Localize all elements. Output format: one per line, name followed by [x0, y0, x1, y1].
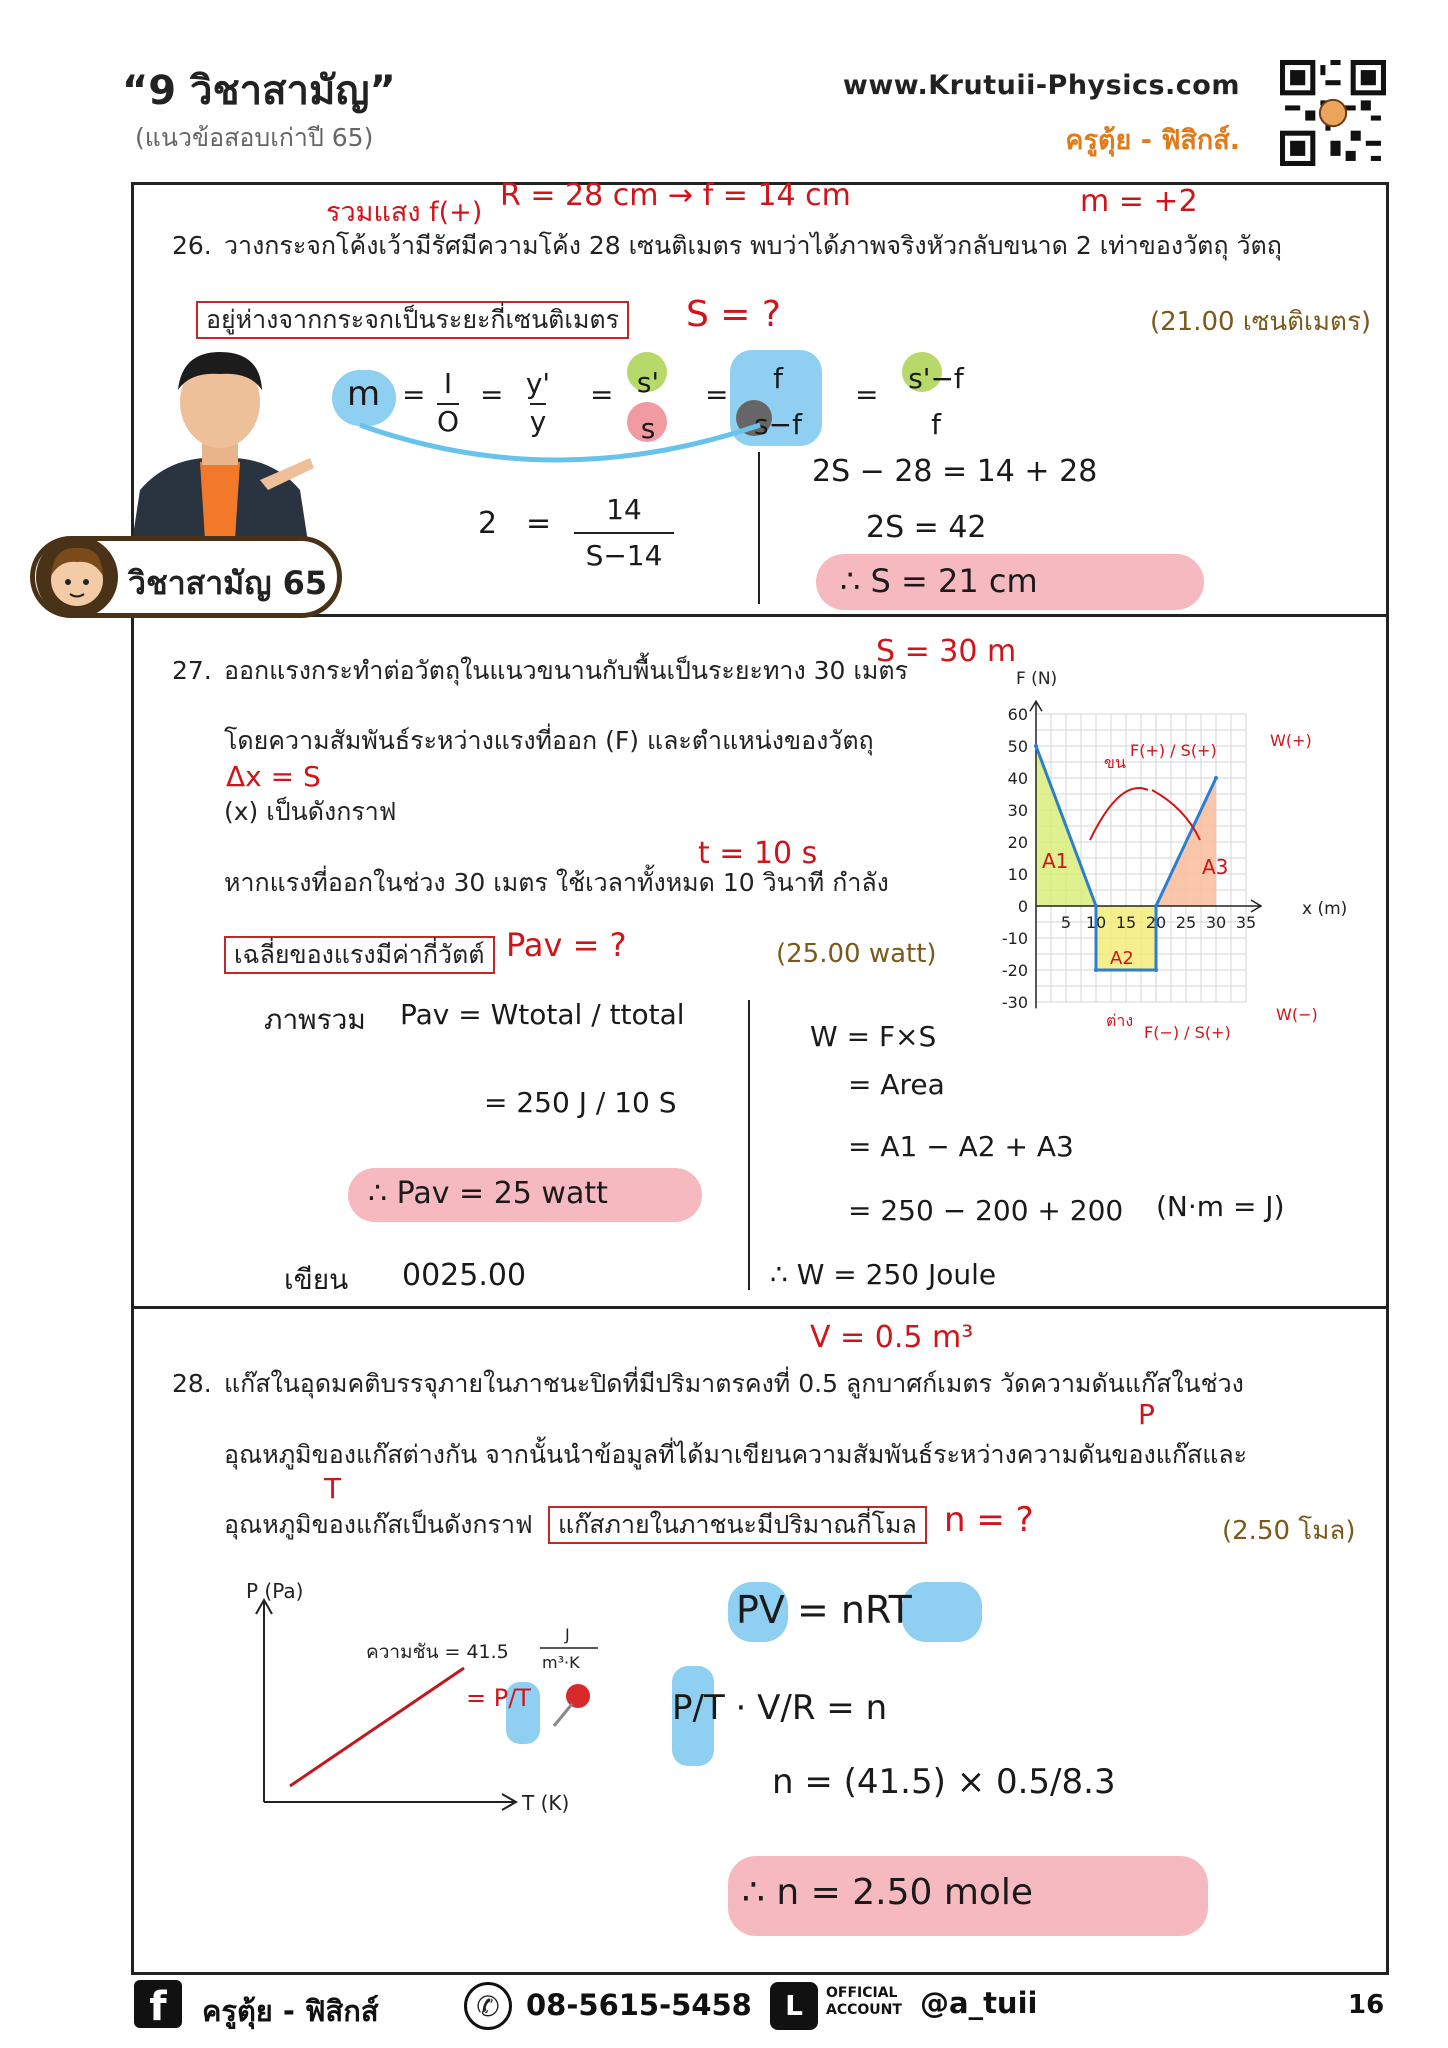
annotation-magnification: m = +2 — [1080, 184, 1198, 219]
eq1-denominator: S−14 — [574, 532, 674, 578]
y-tick-label: 30 — [1007, 801, 1028, 820]
formula-eq: = — [526, 506, 552, 541]
y-tick-label: 60 — [1007, 705, 1028, 724]
slope-label: ความชัน = 41.5 — [366, 1641, 509, 1663]
x-tick-label: 15 — [1115, 913, 1137, 932]
y-tick-label: 40 — [1007, 769, 1028, 788]
q28-answer: (2.50 โมล) — [1222, 1516, 1356, 1546]
separator-line — [758, 452, 760, 604]
x-tick-label: 35 — [1235, 913, 1257, 932]
section-divider — [131, 614, 1389, 617]
slope-unit-den: m³·K — [542, 1653, 580, 1672]
annotation-t: T — [324, 1472, 342, 1505]
presenter-figure — [110, 340, 330, 555]
annotation-force-neg: F(−) / S(+) — [1144, 1023, 1231, 1042]
area-label-a1: A1 — [1042, 849, 1069, 873]
phone-icon[interactable]: ✆ — [464, 1982, 512, 2030]
x-tick-label: 5 — [1060, 913, 1072, 932]
website-link[interactable]: www.Krutuii-Physics.com — [842, 70, 1240, 101]
y-tick-label: -10 — [1001, 929, 1028, 948]
q28-line3a: อุณหภูมิของแก๊สเป็นดังกราฟ — [224, 1510, 533, 1539]
formula-eq: = — [855, 378, 879, 411]
data-point — [1094, 904, 1098, 908]
x-tick-label: 30 — [1205, 913, 1227, 932]
pushpin-icon — [548, 1680, 594, 1730]
pt-line — [290, 1668, 464, 1786]
formula-i-over-o: I O — [436, 367, 460, 438]
x-tick-label: 10 — [1085, 913, 1107, 932]
annotation-down: ต่าง — [1106, 1011, 1134, 1030]
line-icon[interactable]: L — [770, 1982, 818, 2030]
line-label — [826, 1985, 902, 2019]
q26-line1: วางกระจกโค้งเว้ามีรัศมีความโค้ง 28 เซนติเมตร พบว่าได้ภาพจริงหัวกลับขนาด 2 เท่าของวัตถุ วัตถุ — [224, 231, 1282, 260]
annotation-v: V = 0.5 m³ — [810, 1320, 974, 1355]
formula-eq: = — [480, 378, 504, 411]
slope-unit-num: J — [565, 1625, 570, 1644]
annotation-force-pos: F(+) / S(+) — [1130, 741, 1217, 760]
annotation-work-pos: W(+) — [1270, 731, 1312, 750]
q27-line4: หากแรงที่ออกในช่วง 30 เมตร ใช้เวลาทั้งหมด 10 วินาที กำลัง — [224, 868, 889, 897]
q27-write-value: 0025.00 — [402, 1258, 527, 1293]
brand-name: ครูตุ้ย - ฟิสิกส์. — [1065, 125, 1240, 156]
q27-line5: เฉลี่ยของแรงมีค่ากี่วัตต์ — [224, 936, 495, 974]
q28-number: 28. — [172, 1369, 212, 1398]
x-tick-label: 20 — [1145, 913, 1167, 932]
qr-code-icon — [1280, 60, 1386, 166]
formula-s-ratio: s' s — [636, 366, 660, 445]
q27-summary-label: ภาพรวม — [264, 1003, 366, 1036]
annotation-s-question: S = ? — [686, 294, 782, 335]
eq1-numerator: 14 — [606, 493, 642, 526]
q27-answer: (25.00 watt) — [776, 939, 937, 969]
y-tick-label: -20 — [1001, 961, 1028, 980]
chart-x-label: x (m) — [1302, 899, 1348, 919]
annotation-pav-q: Pav = ? — [506, 926, 627, 964]
q27-line2: โดยความสัมพันธ์ระหว่างแรงที่ออก (F) และตำแหน่งของวัตถุ — [224, 726, 874, 755]
annotation-converging: รวมแสง f(+) — [326, 197, 483, 228]
chart-y-label: P (Pa) — [246, 1580, 304, 1603]
q26-number: 26. — [172, 231, 212, 260]
data-point — [1214, 776, 1218, 780]
annotation-dx: Δx = S — [226, 760, 321, 793]
y-tick-label: 10 — [1007, 865, 1028, 884]
q27-pav-result: ∴ Pav = 25 watt — [368, 1176, 608, 1211]
footer-line-id[interactable]: @a_tuii — [920, 1986, 1038, 2020]
footer-phone[interactable]: 08-5615-5458 — [526, 1988, 752, 2022]
q27-w2: = Area — [848, 1068, 945, 1101]
data-point — [1154, 904, 1158, 908]
q27-w1: W = F×S — [810, 1020, 937, 1053]
q27-w5: ∴ W = 250 Joule — [770, 1258, 997, 1291]
line-official-text: OFFICIAL — [826, 1985, 898, 2001]
annotation-n-question: n = ? — [944, 1500, 1034, 1540]
q27-w4: = 250 − 200 + 200 — [848, 1194, 1124, 1227]
q26-step2: 2S = 42 — [866, 510, 987, 545]
q27-pav-sub: = 250 J / 10 S — [484, 1086, 677, 1119]
page-number: 16 — [1348, 1990, 1385, 2020]
annotation-s: S = 30 m — [876, 634, 1017, 669]
annotation-work-neg: W(−) — [1276, 1005, 1318, 1024]
data-point — [1094, 968, 1098, 972]
q27-pav-formula: Pav = Wtotal / ttotal — [400, 998, 685, 1031]
data-point — [1154, 968, 1158, 972]
q27-number: 27. — [172, 656, 212, 685]
annotation-up: ขน — [1104, 753, 1126, 772]
q27-write-label: เขียน — [284, 1263, 349, 1296]
y-tick-label: 0 — [1017, 897, 1028, 916]
arc-annotation — [1090, 788, 1148, 840]
formula-sf-ratio: s'−f f — [908, 362, 964, 441]
formula-f-ratio: f s−f — [754, 362, 802, 441]
eq1-fraction — [574, 488, 674, 578]
eq1-left: 2 — [478, 506, 498, 541]
q28-eq2: P/T · V/R = n — [672, 1688, 888, 1728]
y-tick-label: 50 — [1007, 737, 1028, 756]
formula-eq: = — [402, 378, 426, 411]
formula-eq: = — [705, 378, 729, 411]
annotation-p: P — [1138, 1398, 1155, 1431]
q27-w3: = A1 − A2 + A3 — [848, 1130, 1074, 1163]
formula-y-ratio: y' y — [525, 367, 551, 438]
q28-line1: แก๊สในอุดมคติบรรจุภายในภาชนะปิดที่มีปริมาตรคงที่ 0.5 ลูกบาศก์เมตร วัดความดันแก๊สในช่วง — [224, 1369, 1244, 1398]
q26-answer: (21.00 เซนติเมตร) — [1150, 307, 1372, 337]
badge-label: วิชาสามัญ 65 — [128, 564, 328, 602]
q28-line2: อุณหภูมิของแก๊สต่างกัน จากนั้นนำข้อมูลที่ได้มาเขียนความสัมพันธ์ระหว่างความดันของแก๊สและ — [224, 1440, 1248, 1469]
q28-eq1: PV = nRT — [736, 1588, 912, 1632]
q28-line3b: แก๊สภายในภาชนะมีปริมาณกี่โมล — [548, 1506, 927, 1544]
data-point — [1034, 744, 1038, 748]
q26-step1: 2S − 28 = 14 + 28 — [812, 454, 1098, 489]
chart-y-label: F (N) — [1016, 669, 1058, 689]
link-arc — [355, 420, 765, 480]
area-label-a3: A3 — [1202, 855, 1229, 879]
area-label-a2: A2 — [1110, 948, 1134, 969]
section-divider — [131, 1306, 1389, 1309]
y-tick-label: 20 — [1007, 833, 1028, 852]
q27-line3: (x) เป็นดังกราฟ — [224, 797, 397, 826]
avatar-icon — [36, 536, 118, 618]
q26-result: ∴ S = 21 cm — [840, 562, 1038, 600]
badge-avatar — [36, 536, 118, 618]
formula-eq: = — [590, 378, 614, 411]
x-tick-label: 25 — [1175, 913, 1197, 932]
q26-line2: อยู่ห่างจากกระจกเป็นระยะกี่เซนติเมตร — [196, 301, 629, 339]
separator-line — [748, 1000, 750, 1290]
annotation-radius: R = 28 cm → f = 14 cm — [500, 178, 851, 213]
facebook-icon[interactable]: f — [134, 1980, 182, 2028]
rt-highlight — [902, 1582, 982, 1642]
q28-eq3: n = (41.5) × 0.5/8.3 — [772, 1762, 1116, 1802]
line-account-text: ACCOUNT — [826, 2002, 902, 2018]
page-title: “9 วิชาสามัญ” — [122, 68, 396, 114]
annotation-t: t = 10 s — [698, 836, 818, 871]
chart-x-label: T (K) — [522, 1791, 570, 1815]
q27-line1: ออกแรงกระทำต่อวัตถุในแนวขนานกับพื้นเป็นระยะทาง 30 เมตร — [224, 656, 909, 685]
y-tick-label: -30 — [1001, 993, 1028, 1012]
footer-facebook[interactable]: ครูตุ้ย - ฟิสิกส์ — [202, 1994, 379, 2028]
q27-units: (N·m = J) — [1156, 1190, 1285, 1223]
formula-m: m — [347, 374, 381, 414]
force-position-chart — [980, 668, 1358, 1060]
q28-result: ∴ n = 2.50 mole — [742, 1872, 1034, 1913]
page-subtitle: (แนวข้อสอบเก่าปี 65) — [135, 123, 374, 152]
annotation-pt: = P/T — [466, 1684, 531, 1712]
